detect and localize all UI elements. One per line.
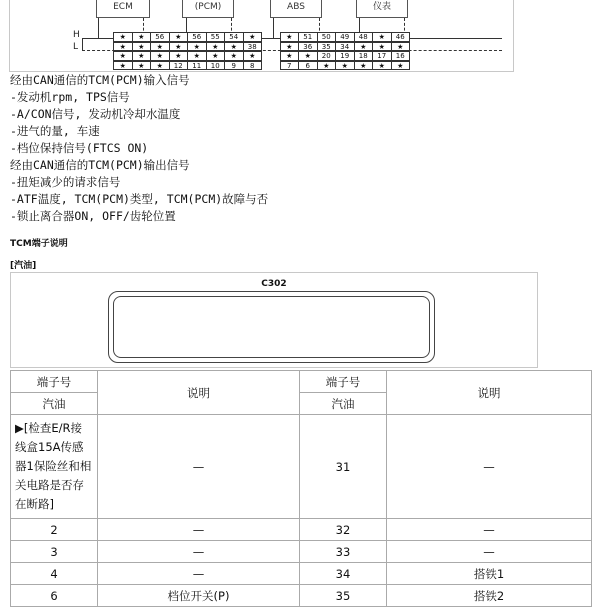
connector-pin: ★ <box>150 51 170 61</box>
connector-housing-inner <box>113 296 430 358</box>
connector-pin: 55 <box>206 32 226 42</box>
can-input-heading: 经由CAN通信的TCM(PCM)输入信号 <box>10 73 190 87</box>
connector-pin: ★ <box>132 61 152 71</box>
abs-module-box <box>270 0 322 18</box>
desc-cell: 档位开关(P) <box>98 585 300 607</box>
connector-diagram <box>10 272 538 368</box>
connector-pin: ★ <box>372 32 392 42</box>
connector-pin: ★ <box>113 42 133 52</box>
pin-gap <box>261 32 281 42</box>
connector-name: C302 <box>261 279 287 289</box>
header-petrol: 汽油 <box>300 393 387 415</box>
can-high-label: H <box>73 30 80 40</box>
desc-cell: — <box>387 519 592 541</box>
desc-cell: — <box>98 541 300 563</box>
connector-housing <box>108 291 435 363</box>
connector-pin: 19 <box>335 51 355 61</box>
table-row <box>11 585 592 607</box>
signal-line: -A/CON信号, 发动机冷却水温度 <box>10 107 181 121</box>
connector-pin: ★ <box>391 42 411 52</box>
connector-pin: ★ <box>354 42 374 52</box>
header-terminal: 端子号 <box>11 371 98 393</box>
connector-pin: 56 <box>150 32 170 42</box>
connector-pin: 54 <box>224 32 244 42</box>
connector-pin: 7 <box>280 61 300 71</box>
connector-pin: 56 <box>187 32 207 42</box>
connector-pin: ★ <box>150 42 170 52</box>
header-terminal: 端子号 <box>300 371 387 393</box>
pin-gap <box>261 51 281 61</box>
cluster-module-box <box>356 0 408 18</box>
bus-drop <box>82 38 83 50</box>
connector-pin: ★ <box>224 42 244 52</box>
module-label: ABS <box>287 2 305 12</box>
connector-pin: ★ <box>280 32 300 42</box>
connector-pin: ★ <box>372 61 392 71</box>
connector-pin: ★ <box>206 42 226 52</box>
connector-pin: ★ <box>224 51 244 61</box>
terminal-cell: 6 <box>11 585 98 607</box>
ecm-module-box <box>96 0 150 18</box>
signal-line: -档位保持信号(FTCS ON) <box>10 141 149 155</box>
connector-pin: ★ <box>280 51 300 61</box>
connector-pin: ★ <box>169 32 189 42</box>
desc-cell: — <box>98 415 300 519</box>
connector-pin: 8 <box>243 61 263 71</box>
connector-pin: 34 <box>335 42 355 52</box>
connector-pin: 36 <box>298 42 318 52</box>
connector-pin: ★ <box>169 51 189 61</box>
connector-pin: ★ <box>298 51 318 61</box>
connector-pin: 38 <box>243 42 263 52</box>
table-row <box>11 563 592 585</box>
bus-drop <box>98 18 99 38</box>
terminal-cell: 33 <box>300 541 387 563</box>
connector-pin: 49 <box>335 32 355 42</box>
connector-pin: 51 <box>298 32 318 42</box>
header-petrol: 汽油 <box>11 393 98 415</box>
connector-pin: 50 <box>317 32 337 42</box>
connector-pin: 17 <box>372 51 392 61</box>
connector-pin: 16 <box>391 51 411 61</box>
connector-pin: ★ <box>391 61 411 71</box>
table-row <box>11 415 592 519</box>
desc-cell: — <box>387 415 592 519</box>
signal-line: -发动机rpm, TPS信号 <box>10 90 130 104</box>
connector-pin: ★ <box>243 51 263 61</box>
terminal-cell: 32 <box>300 519 387 541</box>
connector-pin: 6 <box>298 61 318 71</box>
connector-pin: ★ <box>280 42 300 52</box>
connector-pin: ★ <box>335 61 355 71</box>
connector-pin: 9 <box>224 61 244 71</box>
table-row <box>11 519 592 541</box>
signal-line: -进气的量, 车速 <box>10 124 100 138</box>
signal-line: -锁止离合器ON, OFF/齿轮位置 <box>10 209 176 223</box>
connector-pin: ★ <box>132 32 152 42</box>
header-description: 说明 <box>98 371 300 415</box>
connector-pin: ★ <box>317 61 337 71</box>
connector-pin: 46 <box>391 32 411 42</box>
connector-pin: ★ <box>169 42 189 52</box>
connector-pin: 12 <box>169 61 189 71</box>
terminal-cell: 34 <box>300 563 387 585</box>
terminal-cell: 35 <box>300 585 387 607</box>
pcm-module-box <box>182 0 234 18</box>
module-label: (PCM) <box>194 2 222 12</box>
connector-pin: ★ <box>206 51 226 61</box>
table-row <box>11 541 592 563</box>
connector-pin: 18 <box>354 51 374 61</box>
connector-pin: ★ <box>132 51 152 61</box>
section-title: TCM端子说明 <box>10 239 68 249</box>
pin-gap <box>261 42 281 52</box>
desc-cell: 搭铁2 <box>387 585 592 607</box>
module-label: ECM <box>113 2 133 12</box>
connector-pin: ★ <box>354 61 374 71</box>
connector-pin: 35 <box>317 42 337 52</box>
connector-pin-grid <box>114 32 410 70</box>
can-output-heading: 经由CAN通信的TCM(PCM)输出信号 <box>10 158 190 172</box>
subsection-title: [汽油] <box>10 261 37 271</box>
connector-pin: ★ <box>372 42 392 52</box>
pin-gap <box>261 61 281 71</box>
connector-pin: ★ <box>113 51 133 61</box>
connector-pin: ★ <box>243 32 263 42</box>
connector-pin: ★ <box>187 51 207 61</box>
desc-cell: 搭铁1 <box>387 563 592 585</box>
desc-cell: — <box>98 563 300 585</box>
module-label: 仪表 <box>372 2 391 12</box>
check-fuse-note[interactable] <box>11 415 98 519</box>
desc-cell: — <box>98 519 300 541</box>
connector-pin: 10 <box>206 61 226 71</box>
check-fuse-link[interactable]: ▶[检查E/R接线盒15A传感器1保险丝和相关电路是否存在断路] <box>15 421 92 511</box>
connector-pin: ★ <box>150 61 170 71</box>
connector-pin: 48 <box>354 32 374 42</box>
connector-pin: ★ <box>113 32 133 42</box>
can-low-label: L <box>73 42 79 52</box>
connector-pin: ★ <box>113 61 133 71</box>
terminal-cell: 31 <box>300 415 387 519</box>
signal-line: -ATF温度, TCM(PCM)类型, TCM(PCM)故障与否 <box>10 192 269 206</box>
connector-pin: 20 <box>317 51 337 61</box>
header-description: 说明 <box>387 371 592 415</box>
connector-pin: ★ <box>132 42 152 52</box>
terminal-cell: 2 <box>11 519 98 541</box>
terminal-cell: 3 <box>11 541 98 563</box>
connector-pin: ★ <box>187 42 207 52</box>
terminal-cell: 4 <box>11 563 98 585</box>
terminal-table <box>10 370 592 607</box>
signal-line: -扭矩减少的请求信号 <box>10 175 121 189</box>
desc-cell: — <box>387 541 592 563</box>
connector-pin: 11 <box>187 61 207 71</box>
